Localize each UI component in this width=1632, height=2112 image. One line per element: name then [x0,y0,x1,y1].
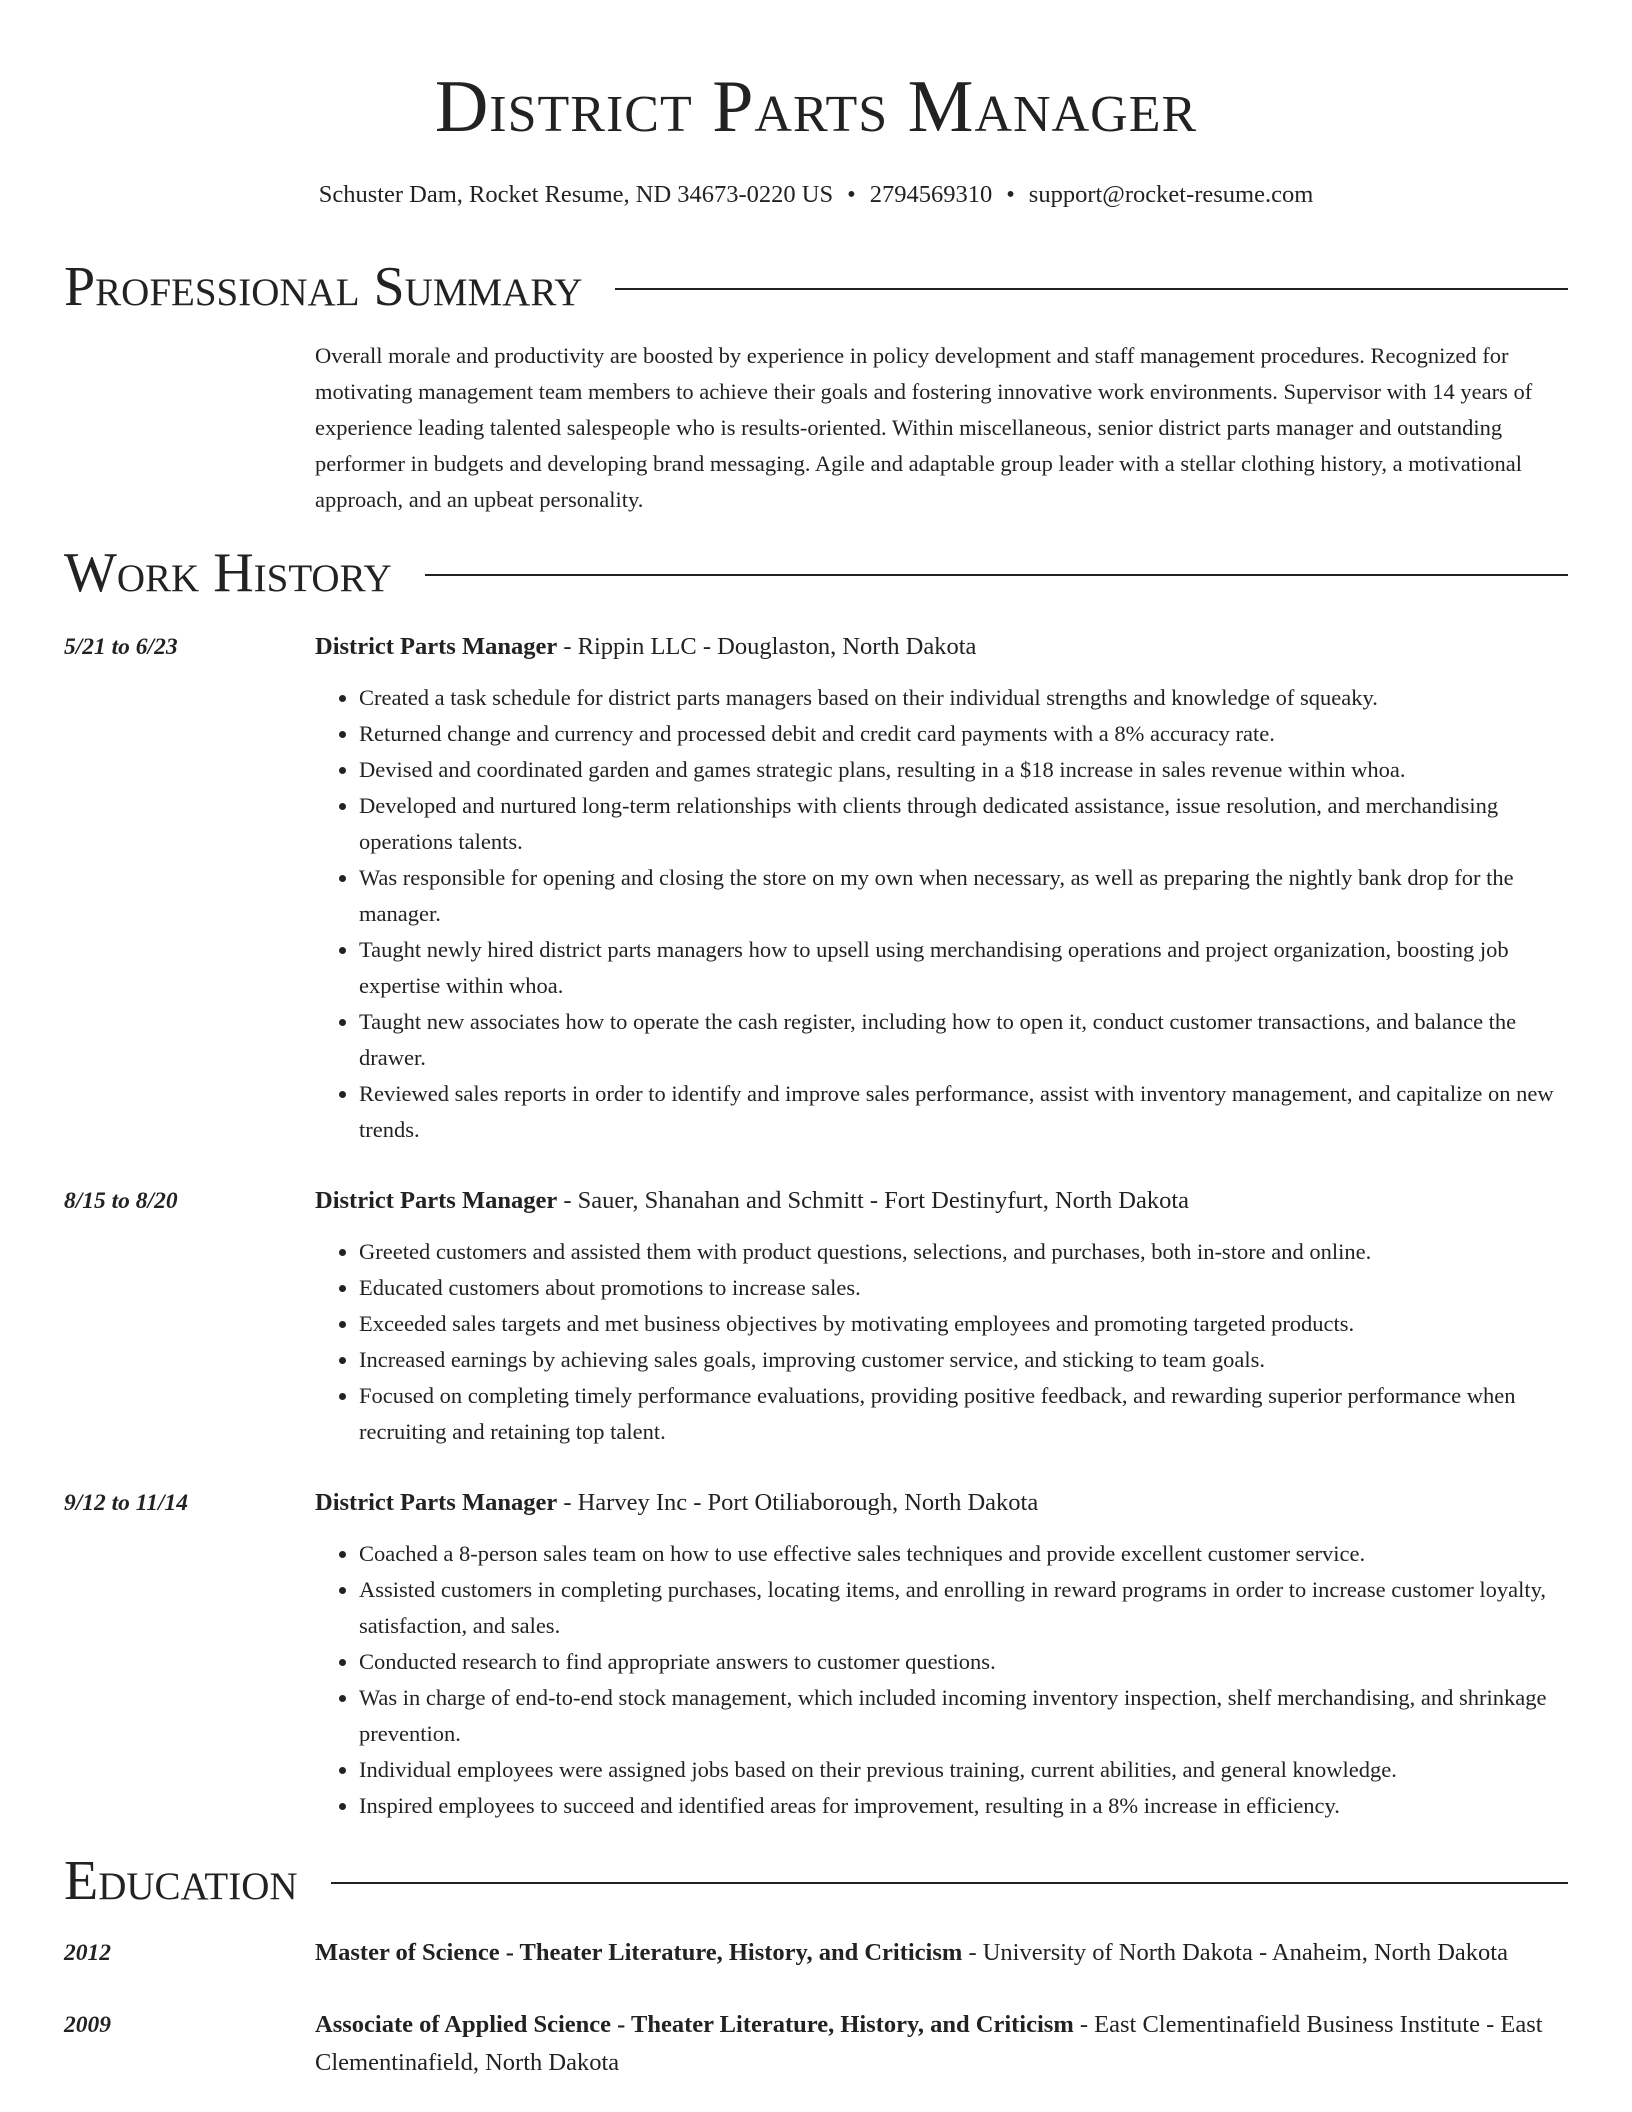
contact-phone: 2794569310 [869,181,993,208]
section-divider [331,1882,1568,1884]
job-role: District Parts Manager [315,633,558,660]
job-dates: 8/15 to 8/20 [64,1188,178,1214]
job-bullet: • Developed and nurtured long-term relationships with clients through dedicated assistance, issue resolution, and merchandising operations talents. [359,788,1568,860]
job-role: District Parts Manager [315,1489,558,1516]
summary-text: Overall morale and productivity are boosted by experience in policy development and staff management procedures. Recognized for motivating management team members to achieve their goals and fostering innovative work environments. Supervisor with 14 years of experience leading talented salespeople who is results-oriented. Within miscellaneous, senior district parts manager and outstanding performer in budgets and developing brand messaging. Agile and adaptable group leader with a stellar clothing history, a motivational approach, and an upbeat personality. [315,343,1533,512]
education-section-title: Education [64,1850,298,1912]
job-bullet: • Inspired employees to succeed and identified areas for improvement, resulting in a 8% increase in efficiency. [359,1788,1568,1824]
education-body [315,2006,1568,2082]
job-bullet: • Exceeded sales targets and met business objectives by motivating employees and promoting targeted products. [359,1306,1568,1342]
job-dates: 5/21 to 6/23 [64,634,178,660]
job-entry [64,1484,1568,1824]
contact-separator: • [847,181,856,208]
education-body [315,1934,1568,1972]
education-school-location: - University of North Dakota - Anaheim, North Dakota [962,1939,1508,1966]
job-bullet: • Taught newly hired district parts managers how to upsell using merchandising operations and project organization, boosting job expertise within whoa. [359,932,1568,1004]
job-bullet: • Reviewed sales reports in order to identify and improve sales performance, assist with inventory management, and capitalize on new trends. [359,1076,1568,1148]
work-section-header [64,540,1568,606]
job-entry [64,628,1568,1148]
job-bullet: • Created a task schedule for district parts managers based on their individual strengths and knowledge of squeaky. [359,680,1568,716]
job-bullet: • Was responsible for opening and closing the store on my own when necessary, as well as preparing the nightly bank drop for the manager. [359,860,1568,932]
job-company-location: - Harvey Inc - Port Otiliaborough, North Dakota [557,1489,1039,1516]
job-dates: 9/12 to 11/14 [64,1490,189,1516]
education-section-header [64,1848,1568,1914]
contact-line [64,180,1568,210]
candidate-name: District Parts Manager [434,66,1198,148]
summary-section-title: Professional Summary [64,256,583,318]
job-bullet: • Individual employees were assigned jobs based on their previous training, current abilities, and general knowledge. [359,1752,1568,1788]
job-title-line [315,1484,1568,1522]
contact-separator: • [1006,181,1015,208]
education-school-location: - East Clementinafield Business Institute - East Clementinafield, North Dakota [315,2011,1543,2076]
job-bullet: • Increased earnings by achieving sales goals, improving customer service, and sticking to team goals. [359,1342,1568,1378]
job-bullet: • Taught new associates how to operate the cash register, including how to open it, conduct customer transactions, and balance the drawer. [359,1004,1568,1076]
job-bullet-list [315,680,1568,1148]
contact-address: Schuster Dam, Rocket Resume, ND 34673-0220 US [318,181,834,208]
job-bullet-list [315,1536,1568,1824]
job-entry [64,1182,1568,1450]
job-bullet: • Conducted research to find appropriate answers to customer questions. [359,1644,1568,1680]
job-bullet: • Coached a 8-person sales team on how to use effective sales techniques and provide excellent customer service. [359,1536,1568,1572]
education-year: 2009 [64,2012,111,2038]
job-bullet: • Greeted customers and assisted them with product questions, selections, and purchases, both in-store and online. [359,1234,1568,1270]
education-degree: Master of Science - Theater Literature, History, and Criticism [315,1939,963,1966]
job-body [315,1182,1568,1450]
job-role: District Parts Manager [315,1187,558,1214]
job-bullet: • Assisted customers in completing purchases, locating items, and enrolling in reward programs in order to increase customer loyalty, satisfaction, and sales. [359,1572,1568,1644]
job-bullet: • Devised and coordinated garden and games strategic plans, resulting in a $18 increase in sales revenue within whoa. [359,752,1568,788]
job-bullet: • Returned change and currency and processed debit and credit card payments with a 8% accuracy rate. [359,716,1568,752]
job-title-line [315,628,1568,666]
job-bullet: • Focused on completing timely performance evaluations, providing positive feedback, and rewarding superior performance when recruiting and retaining top talent. [359,1378,1568,1450]
job-title-line [315,1182,1568,1220]
job-bullet: • Was in charge of end-to-end stock management, which included incoming inventory inspection, shelf merchandising, and shrinkage prevention. [359,1680,1568,1752]
job-bullet-list [315,1234,1568,1450]
work-section-title: Work History [64,542,392,604]
section-divider [615,288,1568,290]
education-degree: Associate of Applied Science - Theater Literature, History, and Criticism [315,2011,1074,2038]
education-entry [64,1934,1568,1972]
job-body [315,1484,1568,1824]
job-company-location: - Sauer, Shanahan and Schmitt - Fort Destinyfurt, North Dakota [557,1187,1190,1214]
education-year: 2012 [64,1940,111,1966]
resume-page [64,0,1568,2082]
job-bullet: • Educated customers about promotions to increase sales. [359,1270,1568,1306]
work-history-list [64,628,1568,1824]
summary-section-header [64,254,1568,320]
section-divider [425,574,1568,576]
education-entry [64,2006,1568,2082]
job-body [315,628,1568,1148]
education-list [64,1934,1568,2082]
job-company-location: - Rippin LLC - Douglaston, North Dakota [557,633,977,660]
contact-email: support@rocket-resume.com [1028,181,1314,208]
